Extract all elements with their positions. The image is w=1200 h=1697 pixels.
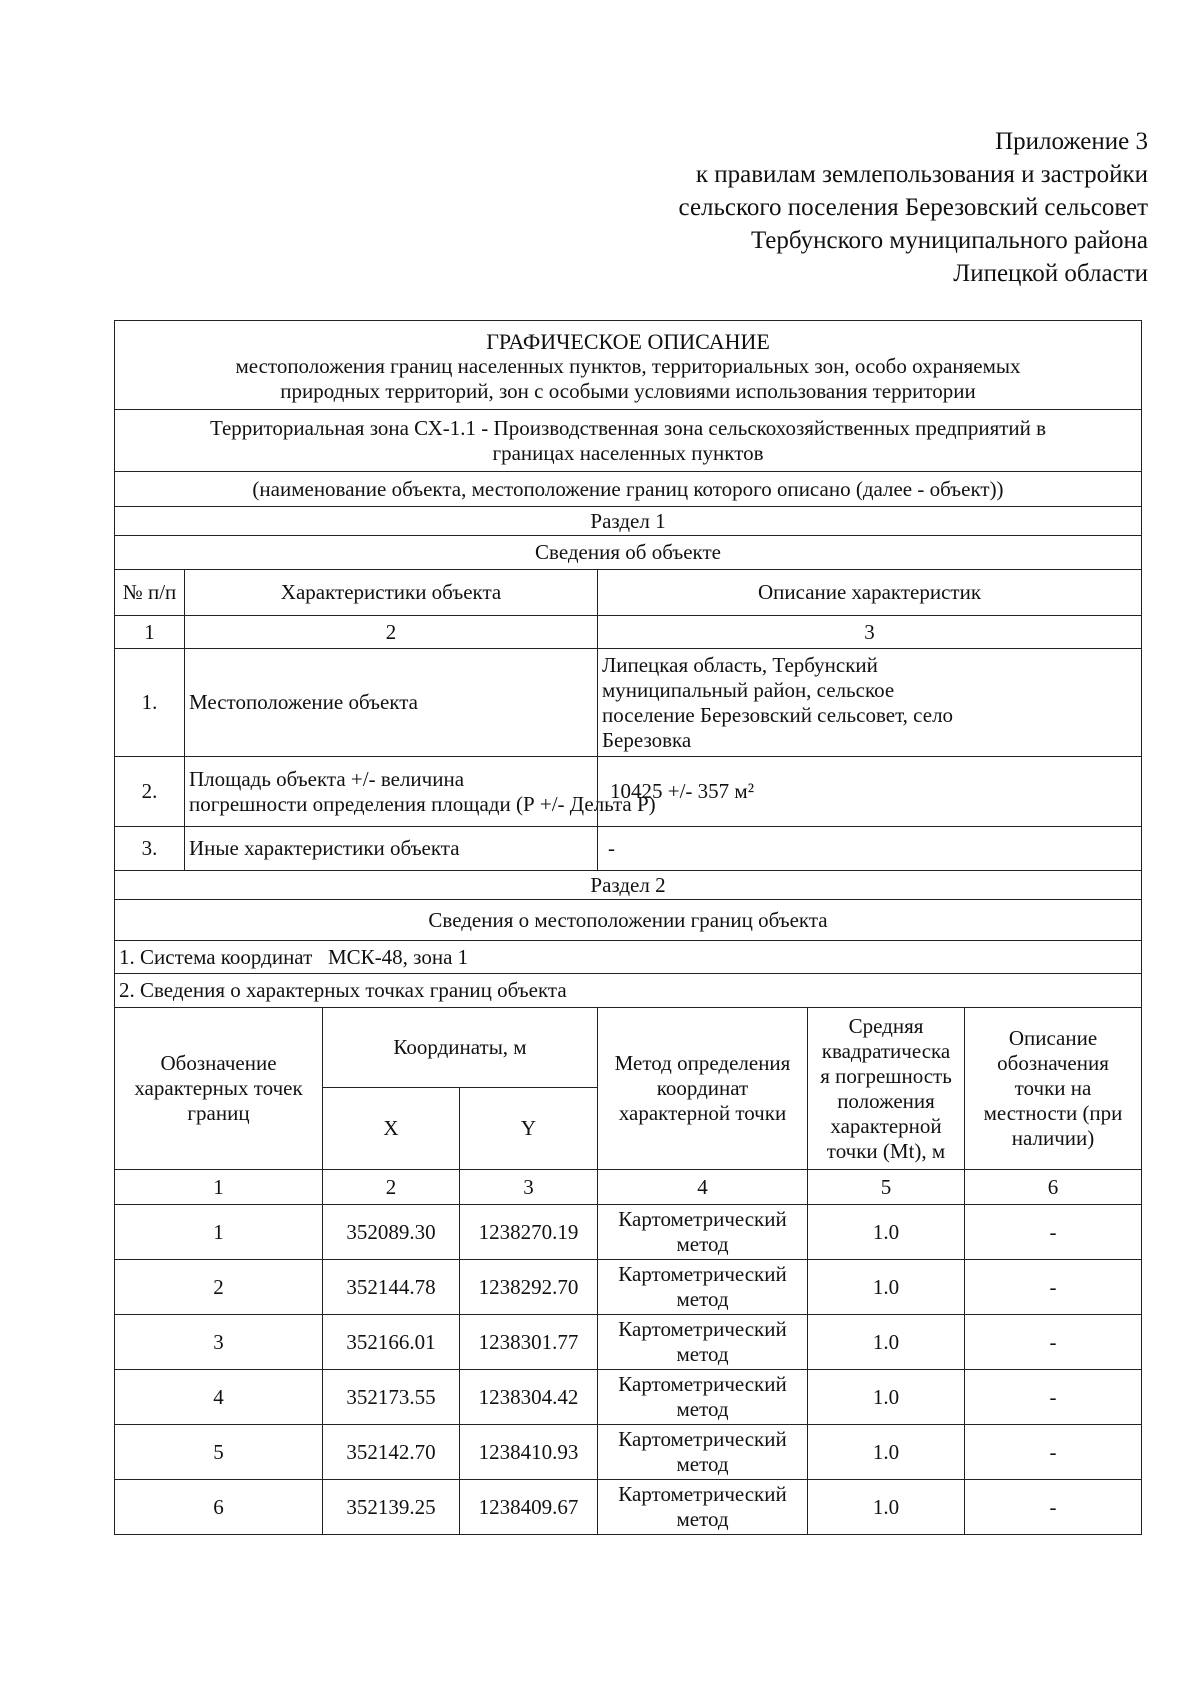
appendix-line: Приложение 3 [995, 128, 1148, 155]
point-method [598, 1315, 808, 1370]
header-line: характерных точек [134, 1076, 303, 1100]
point-id: 6 [115, 1480, 323, 1535]
point-method [598, 1205, 808, 1260]
point-y: 1238410.93 [460, 1425, 598, 1480]
method-line: метод [676, 1342, 729, 1366]
point-method [598, 1425, 808, 1480]
point-x: 352089.30 [323, 1205, 460, 1260]
object-name-line: Территориальная зона СХ-1.1 - Производственная зона сельскохозяйственных предприятий в [209, 415, 1047, 440]
header-line: границ [187, 1101, 250, 1125]
header-y: Y [460, 1088, 598, 1170]
column-number: 2 [323, 1170, 460, 1205]
table-row [115, 1480, 1142, 1535]
characteristic-value-line: - [608, 836, 615, 860]
header-method [598, 1008, 808, 1170]
characteristic-name [185, 757, 656, 827]
header-mean-square-error [808, 1008, 965, 1170]
section2-title: Раздел 2 [115, 871, 1142, 900]
point-method [598, 1260, 808, 1315]
point-y: 1238301.77 [460, 1315, 598, 1370]
row-number: 2. [115, 757, 185, 827]
appendix-line: к правилам землепользования и застройки [695, 161, 1148, 188]
characteristic-value-line: Липецкая область, Тербунский [602, 652, 878, 677]
method-line: метод [676, 1507, 729, 1531]
header-line: характерной точки [618, 1101, 787, 1125]
point-x: 352139.25 [323, 1480, 460, 1535]
header-characteristic: Характеристики объекта [185, 570, 598, 616]
header-line: точки на [1014, 1076, 1092, 1100]
coordinate-system: 1. Система координат МСК-48, зона 1 [115, 941, 1142, 974]
header-number: № п/п [115, 570, 185, 616]
point-id: 1 [115, 1205, 323, 1260]
object-name [115, 410, 1142, 472]
characteristic-name-line: Площадь объекта +/- величина [189, 766, 465, 791]
header-line: обозначения [997, 1051, 1109, 1075]
column-number: 4 [598, 1170, 808, 1205]
document-header [115, 321, 1142, 410]
table-row [115, 757, 1142, 827]
header-coordinates: Координаты, м [323, 1008, 598, 1088]
characteristic-name [185, 827, 598, 871]
point-y: 1238292.70 [460, 1260, 598, 1315]
object-name-line: границах населенных пунктов [492, 440, 764, 465]
characteristic-value [598, 827, 1142, 871]
point-x: 352173.55 [323, 1370, 460, 1425]
header-line: Средняя [848, 1013, 924, 1038]
row-number: 1. [115, 649, 185, 757]
header-line: Описание [1008, 1026, 1098, 1050]
method-line: метод [676, 1287, 729, 1311]
header-line: точки (Mt), м [826, 1138, 946, 1163]
header-line: я погрешность [820, 1063, 952, 1088]
characteristic-value [598, 757, 1142, 827]
document-title: ГРАФИЧЕСКОЕ ОПИСАНИЕ [486, 328, 770, 354]
header-line: квадратическа [821, 1038, 951, 1063]
characteristic-value [598, 649, 1142, 757]
column-number: 3 [460, 1170, 598, 1205]
table-row [115, 1425, 1142, 1480]
point-id: 2 [115, 1260, 323, 1315]
method-line: Картометрический [618, 1427, 787, 1451]
section2-subtitle: Сведения о местоположении границ объекта [115, 900, 1142, 941]
header-line: местности (при [983, 1101, 1123, 1125]
column-number: 5 [808, 1170, 965, 1205]
point-x: 352144.78 [323, 1260, 460, 1315]
column-number: 2 [185, 616, 598, 649]
method-line: Картометрический [618, 1262, 787, 1286]
table-row [115, 1315, 1142, 1370]
table-row [115, 1370, 1142, 1425]
appendix-line: Тербунского муниципального района [750, 227, 1148, 254]
point-error: 1.0 [808, 1425, 965, 1480]
header-line: положения [837, 1088, 935, 1113]
row-number: 3. [115, 827, 185, 871]
header-line: наличии) [1011, 1126, 1095, 1150]
point-error: 1.0 [808, 1205, 965, 1260]
object-caption: (наименование объекта, местоположение границ которого описано (далее - объект)) [115, 472, 1142, 507]
header-line: характерной [830, 1113, 942, 1138]
method-line: метод [676, 1397, 729, 1421]
point-y: 1238270.19 [460, 1205, 598, 1260]
document-subtitle: местоположения границ населенных пунктов, территориальных зон, особо охраняемых [235, 353, 1021, 378]
point-id: 5 [115, 1425, 323, 1480]
appendix-line: Липецкой области [953, 260, 1148, 287]
method-line: Картометрический [618, 1372, 787, 1396]
point-x: 352166.01 [323, 1315, 460, 1370]
characteristic-value-line: муниципальный район, сельское [602, 677, 895, 702]
column-number: 6 [965, 1170, 1142, 1205]
method-line: Картометрический [618, 1482, 787, 1506]
column-number: 1 [115, 1170, 323, 1205]
header-line: координат [656, 1076, 749, 1100]
point-id: 3 [115, 1315, 323, 1370]
characteristic-value-line: Березовка [602, 727, 692, 752]
graphic-description-table [114, 320, 1142, 1535]
point-error: 1.0 [808, 1480, 965, 1535]
method-line: Картометрический [618, 1207, 787, 1231]
point-error: 1.0 [808, 1315, 965, 1370]
section1-title: Раздел 1 [115, 507, 1142, 536]
table-row [115, 827, 1142, 871]
point-error: 1.0 [808, 1370, 965, 1425]
method-line: метод [676, 1452, 729, 1476]
document-subtitle: природных территорий, зон с особыми условиями использования территории [280, 378, 976, 403]
characteristic-value-line: поселение Березовский сельсовет, село [602, 702, 954, 727]
appendix-heading [679, 125, 1148, 290]
point-description: - [965, 1315, 1142, 1370]
point-id: 4 [115, 1370, 323, 1425]
point-description: - [965, 1425, 1142, 1480]
characteristic-name-line: Местоположение объекта [189, 690, 419, 714]
appendix-line: сельского поселения Березовский сельсовет [678, 194, 1148, 221]
point-x: 352142.70 [323, 1425, 460, 1480]
point-error: 1.0 [808, 1260, 965, 1315]
section1-subtitle: Сведения об объекте [115, 536, 1142, 570]
characteristic-name-line: погрешности определения площади (Р +/- Дельта Р) [189, 791, 656, 816]
column-number: 1 [115, 616, 185, 649]
point-method [598, 1480, 808, 1535]
table-row [115, 1205, 1142, 1260]
characteristic-value-line: 10425 +/- 357 м² [610, 779, 755, 803]
characteristic-name-line: Иные характеристики объекта [189, 836, 460, 860]
table-row [115, 649, 1142, 757]
header-point-description [965, 1008, 1142, 1170]
header-x: X [323, 1088, 460, 1170]
method-line: метод [676, 1232, 729, 1256]
point-y: 1238304.42 [460, 1370, 598, 1425]
header-description: Описание характеристик [598, 570, 1142, 616]
point-y: 1238409.67 [460, 1480, 598, 1535]
points-caption: 2. Сведения о характерных точках границ объекта [115, 974, 1142, 1008]
method-line: Картометрический [618, 1317, 787, 1341]
header-line: Обозначение [160, 1051, 277, 1075]
table-row [115, 1260, 1142, 1315]
point-method [598, 1370, 808, 1425]
point-description: - [965, 1370, 1142, 1425]
header-point-designation [115, 1008, 323, 1170]
column-number: 3 [598, 616, 1142, 649]
point-description: - [965, 1480, 1142, 1535]
characteristic-name [185, 649, 598, 757]
point-description: - [965, 1260, 1142, 1315]
header-line: Метод определения [614, 1051, 791, 1075]
point-description: - [965, 1205, 1142, 1260]
